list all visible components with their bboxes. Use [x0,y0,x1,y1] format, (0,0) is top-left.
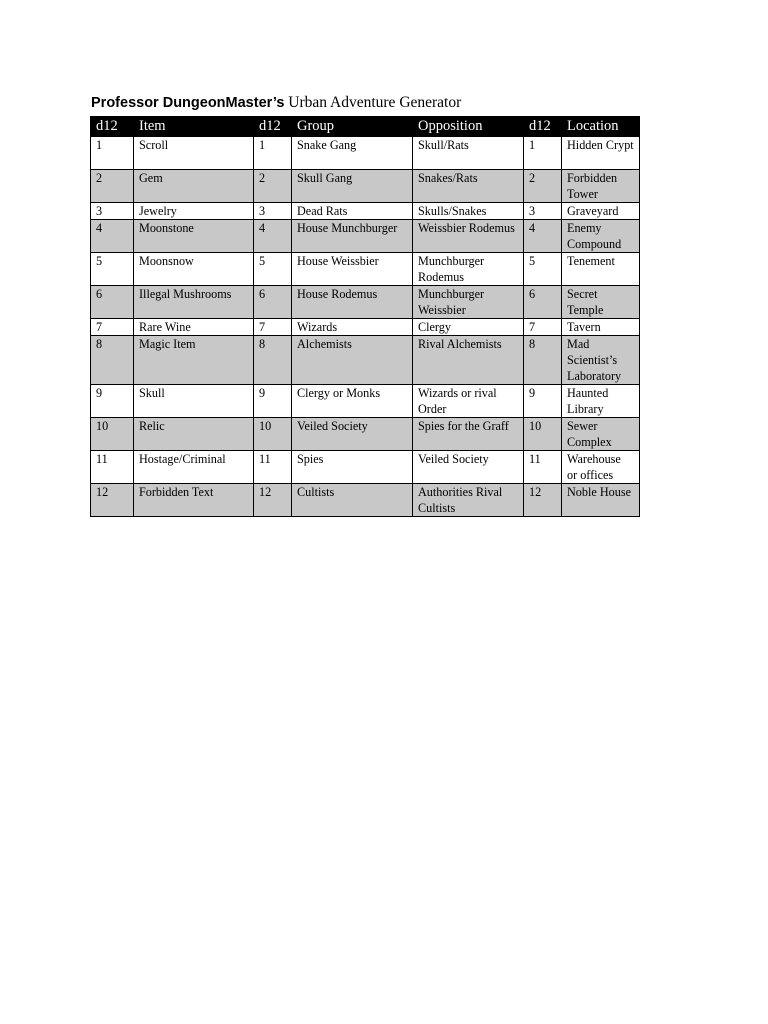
table-row [91,319,640,336]
cell-group: Veiled Society [292,418,413,451]
cell-d12-group: 7 [254,319,292,336]
cell-d12-group: 1 [254,137,292,170]
cell-d12-location: 7 [524,319,562,336]
cell-d12-group: 10 [254,418,292,451]
cell-opposition: Wizards or rival Order [413,385,524,418]
cell-group: Alchemists [292,336,413,385]
table-row [91,170,640,203]
cell-opposition: Authorities Rival Cultists [413,484,524,517]
cell-d12-item: 12 [91,484,134,517]
cell-group: Clergy or Monks [292,385,413,418]
table-row [91,385,640,418]
cell-location: Forbidden Tower [562,170,640,203]
cell-group: Cultists [292,484,413,517]
header-opposition: Opposition [413,117,524,137]
cell-opposition: Veiled Society [413,451,524,484]
cell-opposition: Skull/Rats [413,137,524,170]
cell-d12-group: 9 [254,385,292,418]
header-d12-group: d12 [254,117,292,137]
cell-item: Gem [134,170,254,203]
cell-item: Forbidden Text [134,484,254,517]
cell-d12-location: 3 [524,203,562,220]
cell-d12-location: 1 [524,137,562,170]
table-row [91,336,640,385]
cell-item: Skull [134,385,254,418]
page-title [91,94,461,112]
table-row [91,451,640,484]
cell-item: Moonsnow [134,253,254,286]
cell-group: House Munchburger [292,220,413,253]
cell-item: Magic Item [134,336,254,385]
cell-d12-group: 3 [254,203,292,220]
cell-d12-location: 2 [524,170,562,203]
cell-d12-group: 2 [254,170,292,203]
cell-d12-location: 9 [524,385,562,418]
header-d12-item: d12 [91,117,134,137]
cell-item: Scroll [134,137,254,170]
cell-group: Skull Gang [292,170,413,203]
table-row [91,418,640,451]
cell-opposition: Weissbier Rodemus [413,220,524,253]
cell-item: Moonstone [134,220,254,253]
cell-location: Sewer Complex [562,418,640,451]
cell-d12-location: 5 [524,253,562,286]
cell-d12-group: 8 [254,336,292,385]
cell-location: Haunted Library [562,385,640,418]
header-location: Location [562,117,640,137]
cell-d12-item: 7 [91,319,134,336]
table-row [91,484,640,517]
cell-item: Relic [134,418,254,451]
cell-d12-location: 4 [524,220,562,253]
cell-location: Warehouse or offices [562,451,640,484]
cell-opposition: Munchburger Rodemus [413,253,524,286]
header-row [91,117,640,137]
cell-d12-group: 5 [254,253,292,286]
cell-item: Illegal Mushrooms [134,286,254,319]
title-author: Professor DungeonMaster’s [91,95,285,111]
cell-item: Hostage/Criminal [134,451,254,484]
table-row [91,286,640,319]
cell-location: Noble House [562,484,640,517]
cell-d12-location: 6 [524,286,562,319]
cell-d12-group: 4 [254,220,292,253]
cell-location: Hidden Crypt [562,137,640,170]
cell-location: Tenement [562,253,640,286]
cell-location: Enemy Compound [562,220,640,253]
title-main: Urban Adventure Generator [284,94,462,111]
cell-item: Rare Wine [134,319,254,336]
cell-group: Snake Gang [292,137,413,170]
cell-location: Mad Scientist’s Laboratory [562,336,640,385]
table-row [91,203,640,220]
cell-group: House Weissbier [292,253,413,286]
cell-group: House Rodemus [292,286,413,319]
cell-d12-group: 11 [254,451,292,484]
cell-d12-item: 10 [91,418,134,451]
generator-table [90,116,640,517]
cell-group: Spies [292,451,413,484]
cell-d12-item: 6 [91,286,134,319]
cell-item: Jewelry [134,203,254,220]
header-d12-location: d12 [524,117,562,137]
cell-opposition: Spies for the Graff [413,418,524,451]
cell-location: Graveyard [562,203,640,220]
cell-d12-item: 5 [91,253,134,286]
header-item: Item [134,117,254,137]
cell-location: Tavern [562,319,640,336]
cell-location: Secret Temple [562,286,640,319]
cell-opposition: Rival Alchemists [413,336,524,385]
cell-d12-item: 2 [91,170,134,203]
cell-d12-item: 8 [91,336,134,385]
header-group: Group [292,117,413,137]
cell-d12-item: 11 [91,451,134,484]
table-row [91,220,640,253]
table-row [91,253,640,286]
cell-d12-location: 10 [524,418,562,451]
cell-group: Dead Rats [292,203,413,220]
cell-opposition: Snakes/Rats [413,170,524,203]
cell-d12-location: 8 [524,336,562,385]
cell-d12-item: 3 [91,203,134,220]
table-row [91,137,640,170]
cell-d12-item: 9 [91,385,134,418]
cell-d12-item: 1 [91,137,134,170]
cell-opposition: Clergy [413,319,524,336]
cell-opposition: Munchburger Weissbier [413,286,524,319]
cell-d12-group: 6 [254,286,292,319]
cell-d12-location: 12 [524,484,562,517]
cell-d12-item: 4 [91,220,134,253]
cell-group: Wizards [292,319,413,336]
cell-d12-group: 12 [254,484,292,517]
cell-d12-location: 11 [524,451,562,484]
cell-opposition: Skulls/Snakes [413,203,524,220]
